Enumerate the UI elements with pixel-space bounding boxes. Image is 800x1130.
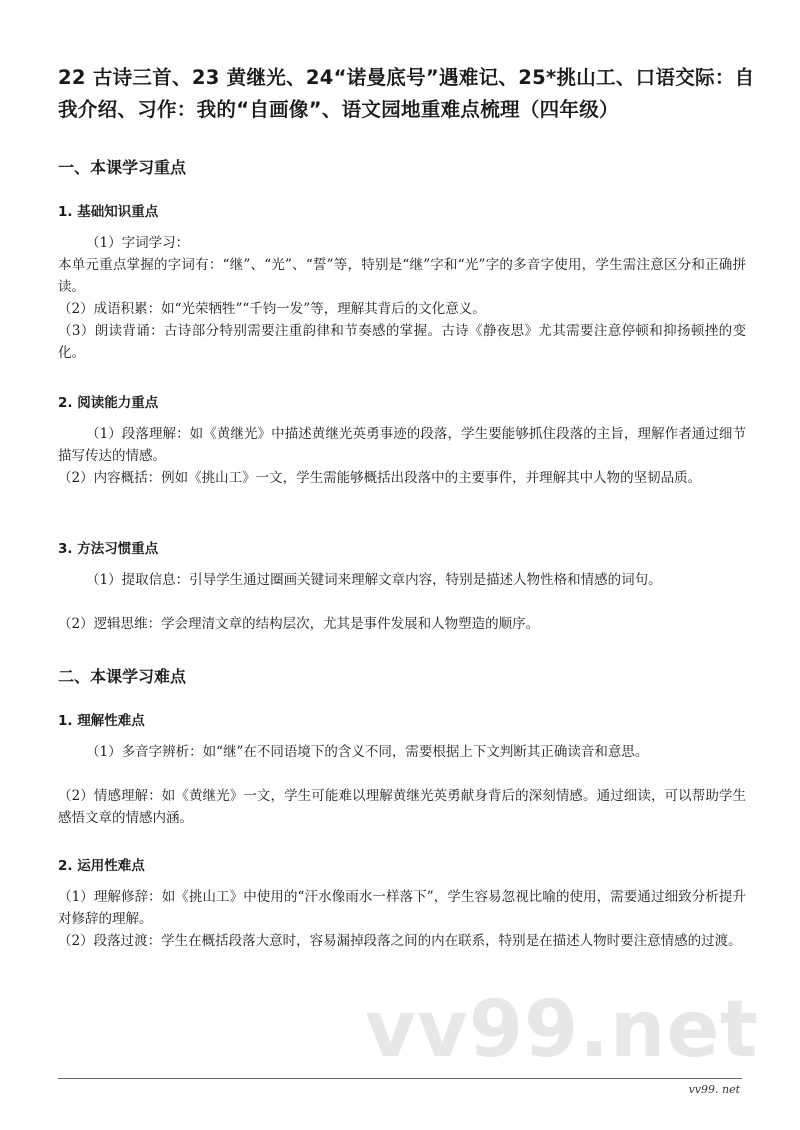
subheading-application: 2. 运用性难点 <box>58 858 145 874</box>
subheading-method-habit: 3. 方法习惯重点 <box>58 541 159 557</box>
paragraph: （2）逻辑思维：学会理清文章的结构层次，尤其是事件发展和人物塑造的顺序。 <box>58 616 540 632</box>
subheading-basic-knowledge: 1. 基础知识重点 <box>58 204 159 220</box>
subheading-comprehension: 1. 理解性难点 <box>58 713 145 729</box>
paragraph: （1）多音字辨析：如“继”在不同语境下的含义不同，需要根据上下文判断其正确读音和意思。 <box>86 744 649 760</box>
footer-site: vv99. net <box>688 1083 740 1096</box>
paragraph: （2）成语积累：如“光荣牺牲”“千钧一发”等，理解其背后的文化意义。 <box>58 301 486 317</box>
paragraph: （2）情感理解：如《黄继光》一文，学生可能难以理解黄继光英勇献身背后的深刻情感。通过细读，可以帮助学生感悟文章的情感内涵。 <box>58 788 746 826</box>
document-title: 22 古诗三首、23 黄继光、24“诺曼底号”遇难记、25*挑山工、口语交际：自我介绍、习作：我的“自画像”、语文园地重难点梳理（四年级） <box>58 66 755 121</box>
subheading-reading-ability: 2. 阅读能力重点 <box>58 395 159 411</box>
paragraph: （1）字词学习： <box>86 235 190 251</box>
paragraph: （2）内容概括：例如《挑山工》一文，学生需能够概括出段落中的主要事件，并理解其中人物的坚韧品质。 <box>58 470 702 486</box>
section-heading-difficulties: 二、本课学习难点 <box>58 667 187 686</box>
paragraph: （1）提取信息：引导学生通过圈画关键词来理解文章内容，特别是描述人物性格和情感的词句。 <box>86 572 662 588</box>
paragraph: （1）段落理解：如《黄继光》中描述黄继光英勇事迹的段落，学生要能够抓住段落的主旨，理解作者通过细节描写传达的情感。 <box>58 426 746 464</box>
paragraph: （1）理解修辞：如《挑山工》中使用的“汗水像雨水一样落下”，学生容易忽视比喻的使用，需要通过细致分析提升对修辞的理解。 <box>58 889 746 927</box>
paragraph: 本单元重点掌握的字词有：“继”、“光”、“誓”等，特别是“继”字和“光”字的多音字使用，学生需注意区分和正确拼读。 <box>58 257 746 295</box>
footer-divider <box>58 1078 742 1079</box>
section-heading-key-points: 一、本课学习重点 <box>58 158 187 177</box>
watermark: vv99.net <box>365 985 759 1075</box>
paragraph: （3）朗读背诵：古诗部分特别需要注重韵律和节奏感的掌握。古诗《静夜思》尤其需要注意停顿和抑扬顿挫的变化。 <box>58 323 746 361</box>
paragraph: （2）段落过渡：学生在概括段落大意时，容易漏掉段落之间的内在联系，特别是在描述人物时要注意情感的过渡。 <box>58 933 742 949</box>
